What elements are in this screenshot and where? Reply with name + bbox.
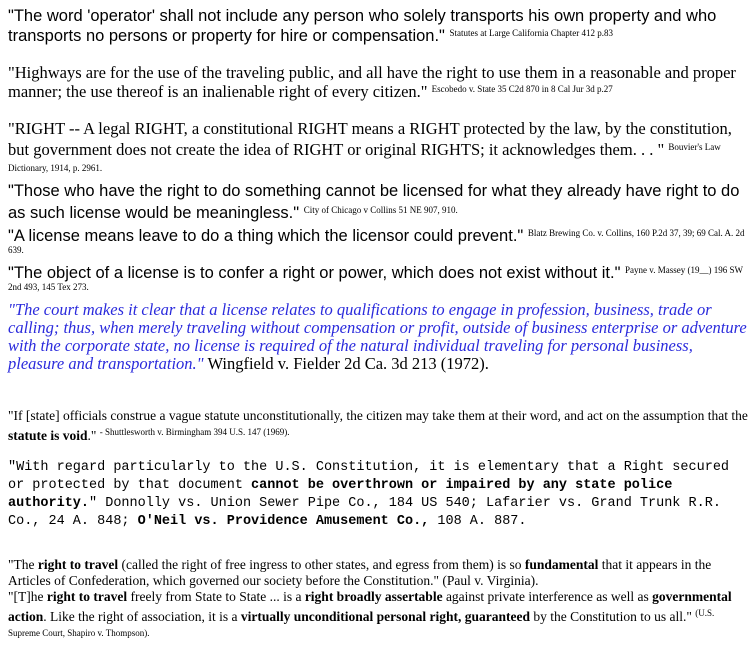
citation: Wingfield v. Fielder 2d Ca. 3d 213 (1972). xyxy=(207,354,489,373)
quote-wingfield xyxy=(8,301,748,373)
quote-text: "RIGHT -- A legal RIGHT, a constitutional RIGHT means a RIGHT protected by the law, by the constitution, but government does not create the idea of RIGHT or original RIGHTS; it acknowledges them. . . " xyxy=(8,119,732,159)
quote-text: against private interference as well as xyxy=(442,589,653,604)
quote-license-object xyxy=(8,263,748,297)
quote-text-bold: right broadly assertable xyxy=(304,589,443,604)
citation: - Shuttlesworth v. Birmingham 394 U.S. 147 (1969). xyxy=(99,427,290,437)
quote-text: (called the right of free ingress to other states, and egress from them) is so xyxy=(118,557,525,572)
quote-text: "Those who have the right to do something cannot be licensed for what they already have right to do as such license would be meaningless." xyxy=(8,182,740,222)
quote-license-meaning xyxy=(8,226,748,260)
quote-text-bold: right to travel xyxy=(37,557,119,572)
quote-right-definition xyxy=(8,119,748,180)
quote-text: "A license means leave to do a thing which the licensor could prevent." xyxy=(8,227,524,245)
citation: Bouvier's Law Dictionary, 1914, p. 2961. xyxy=(8,142,721,173)
quote-text: "The xyxy=(8,557,38,572)
quote-text: ." xyxy=(87,428,97,443)
quote-text: "With regard particularly to the U.S. Constitution, it is elementary that a Right secured or protected by that document xyxy=(8,460,730,493)
quote-text: "Highways are for the use of the traveling public, and all have the right to use them in a reasonable and proper manner; the use thereof is an inalienable right of every citizen." xyxy=(8,63,736,101)
citation: Escobedo v. State 35 C2d 870 in 8 Cal Jur 3d p.27 xyxy=(431,84,613,94)
citation: City of Chicago v Collins 51 NE 907, 910. xyxy=(303,205,458,215)
quote-text: "The object of a license is to confer a right or power, which does not exist without it." xyxy=(8,264,621,282)
quote-text: . Like the right of association, it is a xyxy=(43,609,241,624)
quote-text: freely from State to State ... is a xyxy=(127,589,305,604)
quote-highways xyxy=(8,64,748,100)
citation: (U.S. Supreme Court, Shapiro v. Thompson). xyxy=(8,608,715,638)
quote-text-bold: virtually unconditional personal right, guaranteed xyxy=(240,609,530,624)
quote-text: 108 A. 887. xyxy=(429,514,527,529)
quote-text: " Donnolly vs. Union Sewer Pipe Co., 184 US 540; Lafarier vs. Grand Trunk R.R. Co., 24 A. 848; xyxy=(8,496,721,529)
quote-text-bold: right to travel xyxy=(46,589,128,604)
quote-text: that it appears in the Articles of Confederation, which governed our society before the Constitution." (Paul v. Virginia). xyxy=(8,557,712,588)
quote-text-bold: fundamental xyxy=(524,557,599,572)
quote-text-bold: cannot be overthrown or impaired by any state police authority. xyxy=(8,478,673,511)
quote-right-to-travel xyxy=(8,557,748,645)
citation: Statutes at Large California Chapter 412 p.83 xyxy=(449,28,614,38)
quote-text: by the Constitution to us all." xyxy=(530,609,692,624)
citation: Payne v. Massey (19__) 196 SW 2nd 493, 145 Tex 273. xyxy=(8,265,743,292)
quote-text-bold: statute is void xyxy=(8,428,88,443)
quote-text: "The court makes it clear that a license relates to qualifications to engage in profession, business, trade or calling; thus, when merely traveling without compensation or profit, outside of business enterprise or adventure with the corporate state, no license is required of the natural individual traveling for personal business, pleasure and transportation." xyxy=(8,300,747,373)
quote-text: "[T]he xyxy=(8,589,47,604)
quote-chicago-collins xyxy=(8,182,748,223)
quote-text-bold: O'Neil vs. Providence Amusement Co., xyxy=(137,514,430,529)
quote-donnolly xyxy=(8,459,748,531)
quote-text: "If [state] officials construe a vague statute unconstitutionally, the citizen may take them at their word, and act on the assumption that the xyxy=(8,408,748,423)
quote-text-bold: governmental action xyxy=(8,589,732,624)
quote-shuttlesworth xyxy=(8,408,748,444)
citation: Blatz Brewing Co. v. Collins, 160 P.2d 37, 39; 69 Cal. A. 2d 639. xyxy=(8,228,745,255)
quote-text: "The word 'operator' shall not include any person who solely transports his own property and who transports no persons or property for hire or compensation." xyxy=(8,7,717,45)
quote-operator xyxy=(8,8,748,45)
